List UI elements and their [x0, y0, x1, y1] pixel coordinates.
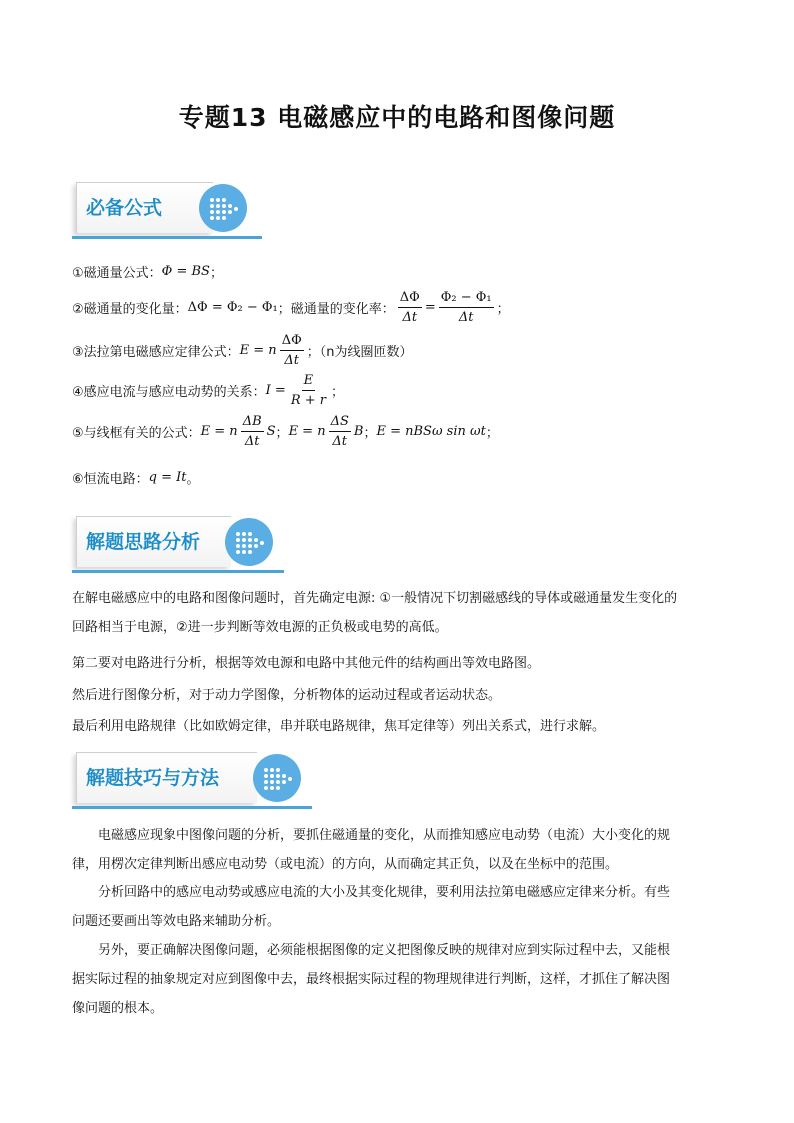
section-header-analysis — [72, 516, 284, 576]
fraction: $\frac{\Delta\Phi}{\Delta t}$ — [399, 290, 420, 325]
section-title: 必备公式 — [86, 197, 163, 219]
fraction: $\frac{\Delta\Phi}{\Delta t}$ — [281, 333, 302, 368]
fraction: $\frac{E}{R + r}$ — [290, 373, 326, 408]
formula-1: ①磁通量公式： Φ = BS ； — [72, 264, 223, 281]
section-title: 解题思路分析 — [86, 531, 201, 553]
dot-arrow-icon — [198, 183, 248, 233]
analysis-paragraph-3: 然后进行图像分析，对于动力学图像，分析物体的运动过程或者运动状态。 — [72, 688, 502, 703]
analysis-paragraph-1: 在解电磁感应中的电路和图像问题时，首先确定电源: ①一般情况下切割磁感线的导体或磁通量发生变化的 回路相当于电源，②进一步判断等效电源的正负极或电势的高低。 — [72, 591, 678, 635]
analysis-paragraph-2: 第二要对电路进行分析，根据等效电源和电路中其他元件的结构画出等效电路图。 — [72, 656, 541, 671]
formula-4: ④感应电流与感应电动势的关系： I = $\frac{E}{R + r}$ ； — [72, 373, 345, 408]
fraction: $\frac{\Delta S}{\Delta t}$ — [330, 414, 349, 449]
page-title: 专题13 电磁感应中的电路和图像问题 — [178, 103, 616, 132]
section-title: 解题技巧与方法 — [86, 767, 220, 789]
formula-2: ②磁通量的变化量： ΔΦ = Φ₂ − Φ₁ ；磁通量的变化率： $\frac{\Delta\Phi}{\Delta t}$ = $\frac{\text{Φ₂ − Φ₁}}{\Delta t}$ ； — [72, 290, 510, 325]
formula-3: ③法拉第电磁感应定律公式： E = n $\frac{\Delta\Phi}{\Delta t}$ ；（n为线圈匝数） — [72, 333, 413, 368]
dot-arrow-icon — [224, 517, 274, 567]
formula-6: ⑥恒流电路： q = It 。 — [72, 470, 200, 487]
section-header-methods — [72, 752, 312, 812]
formula-5: ⑤与线框有关的公式： E = n $\frac{\Delta B}{\Delta t}$ S ； E = n $\frac{\Delta S}{\Delta t}$ B ； E = nBSω sin ωt ； — [72, 414, 499, 449]
analysis-paragraph-4: 最后利用电路规律（比如欧姆定律，串并联电路规律，焦耳定律等）列出关系式，进行求解。 — [72, 719, 606, 734]
dot-arrow-icon — [252, 753, 302, 803]
methods-paragraph-2: 分析回路中的感应电动势或感应电流的大小及其变化规律，要利用法拉第电磁感应定律来分析。有些 问题还要画出等效电路来辅助分析。 — [72, 885, 671, 929]
fraction: $\frac{\text{Φ₂ − Φ₁}}{\Delta t}$ — [440, 290, 492, 325]
section-header-formulas — [72, 182, 262, 242]
methods-paragraph-1: 电磁感应现象中图像问题的分析，要抓住磁通量的变化，从而推知感应电动势（电流）大小变化的规 律，用楞次定律判断出感应电动势（或电流）的方向，从而确定其正负，以及在坐标中的范围。 — [72, 828, 671, 872]
fraction: $\frac{\Delta B}{\Delta t}$ — [242, 414, 262, 449]
methods-paragraph-3: 另外，要正确解决图像问题，必须能根据图像的定义把图像反映的规律对应到实际过程中去，又能根 据实际过程的抽象规定对应到图像中去，最终根据实际过程的物理规律进行判断，这样，才抓住了解决图 像问题的根本。 — [72, 943, 671, 1016]
